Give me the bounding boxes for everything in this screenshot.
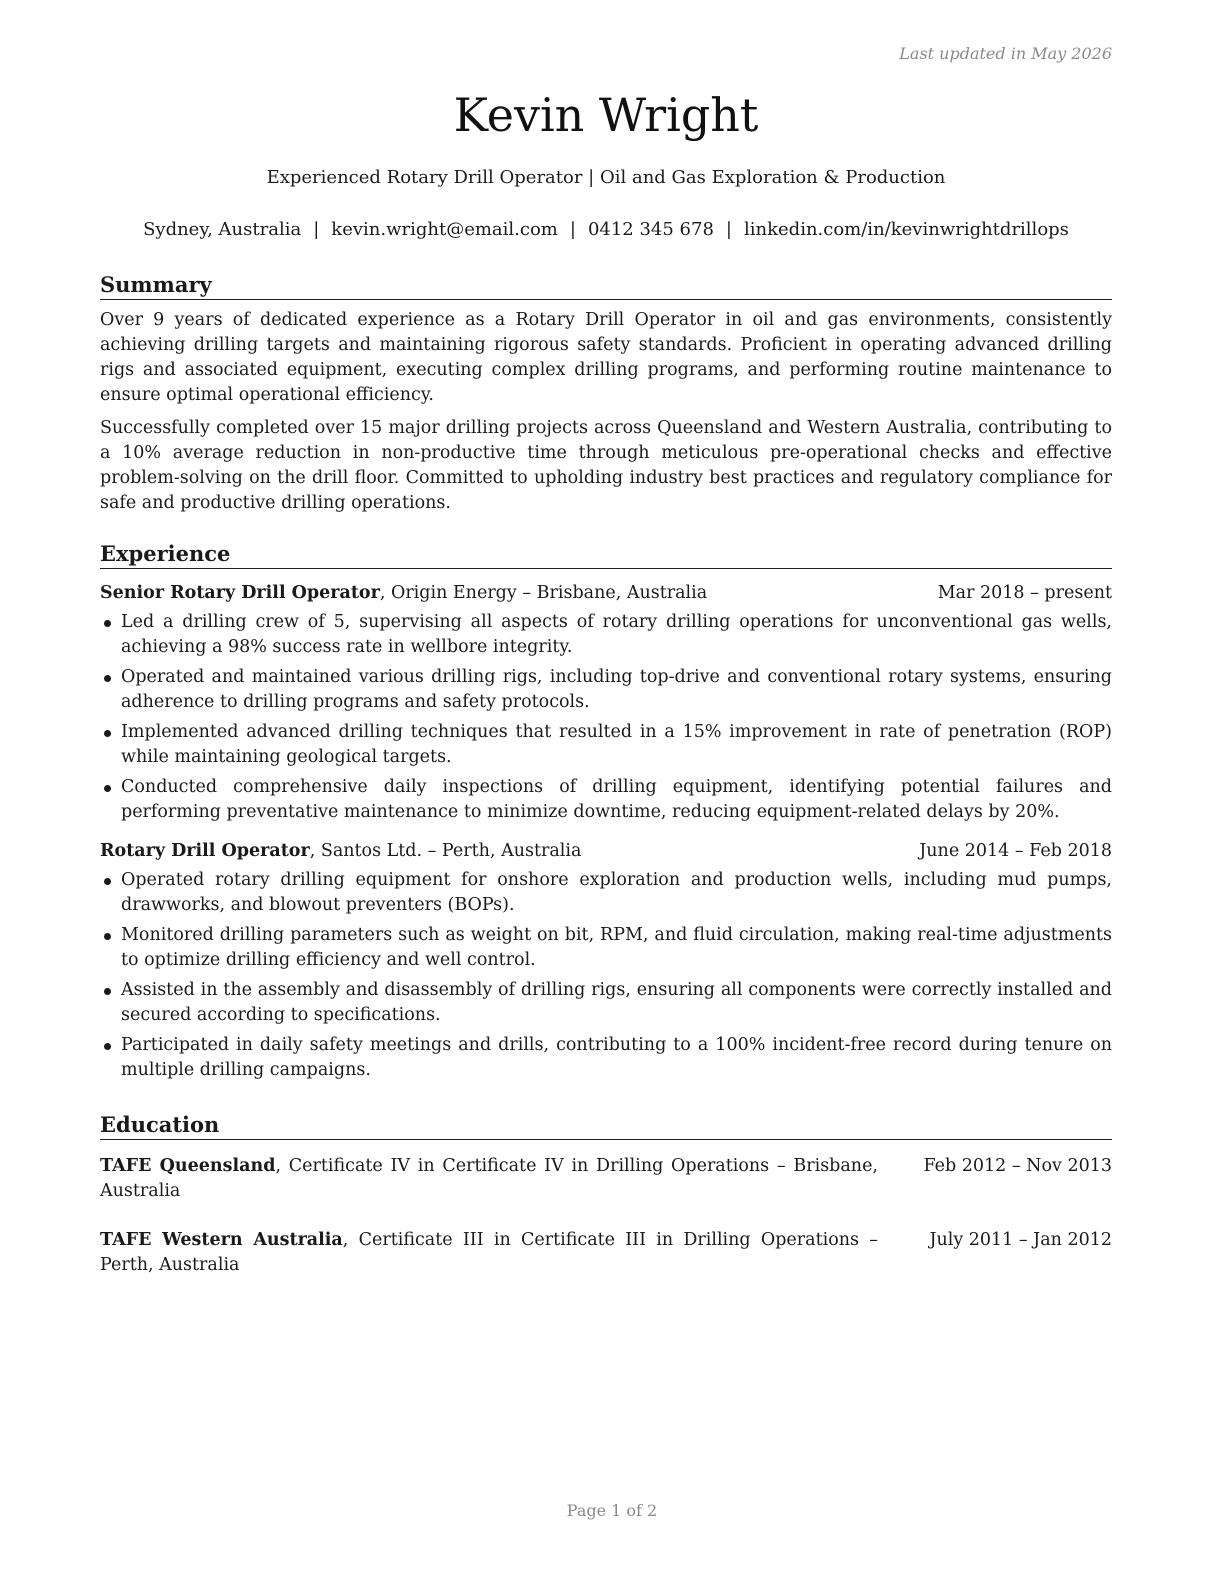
- page-number: Page 1 of 2: [566, 1501, 658, 1520]
- section-title-education: Education: [100, 1111, 1112, 1140]
- education-dates: Feb 2012 – Nov 2013: [923, 1156, 1112, 1176]
- job-company: , Origin Energy – Brisbane, Australia: [379, 583, 708, 603]
- job-company: , Santos Ltd. – Perth, Australia: [309, 841, 582, 861]
- candidate-name: Kevin Wright: [453, 88, 759, 142]
- contact-phone[interactable]: 0412 345 678: [587, 219, 714, 240]
- summary-paragraph: Successfully completed over 15 major drilling projects across Queensland and Western Australia, contributing to a 10% average reduction in non-productive time through meticulous pre-operational checks and effective problem-solving on the drill floor. Committed to upholding industry best practices and regulatory compliance for safe and productive drilling operations.: [100, 418, 1112, 513]
- section-title-summary: Summary: [100, 271, 1112, 300]
- education-section: [100, 1111, 1112, 1278]
- job-bullets: [100, 610, 1112, 825]
- job-dates: June 2014 – Feb 2018: [919, 841, 1112, 861]
- summary-section: [100, 271, 1112, 516]
- education-program: , Certificate III in Certificate III in Drilling Operations – Perth, Australia: [100, 1230, 878, 1275]
- job-bullet: Led a drilling crew of 5, supervising all aspects of rotary drilling operations for unconventional gas wells, achieving a 98% success rate in wellbore integrity.: [100, 610, 1112, 660]
- contact-email[interactable]: kevin.wright@email.com: [331, 219, 558, 240]
- summary-paragraph: Over 9 years of dedicated experience as a Rotary Drill Operator in oil and gas environments, consistently achieving drilling targets and maintaining rigorous safety standards. Proficient in operating advanced drilling rigs and associated equipment, executing complex drilling programs, and performing routine maintenance to ensure optimal operational efficiency.: [100, 310, 1112, 405]
- job-bullet: Assisted in the assembly and disassembly of drilling rigs, ensuring all components were correctly installed and secured according to specifications.: [100, 978, 1112, 1028]
- job-dates: Mar 2018 – present: [937, 583, 1112, 603]
- education-institution: TAFE Queensland: [100, 1156, 276, 1176]
- job-header: [100, 839, 1112, 864]
- job-role-company: [100, 581, 707, 606]
- education-details: [100, 1154, 878, 1204]
- job-bullet: Monitored drilling parameters such as weight on bit, RPM, and fluid circulation, making real-time adjustments to optimize drilling efficiency and well control.: [100, 923, 1112, 973]
- education-details: [100, 1228, 878, 1278]
- last-updated-note: Last updated in May 2026: [899, 44, 1112, 63]
- job-header: [100, 581, 1112, 606]
- job-entry: [100, 581, 1112, 825]
- education-entry: [100, 1154, 1112, 1204]
- contact-separator: |: [725, 219, 732, 240]
- resume-page: [100, 0, 1112, 1584]
- education-institution: TAFE Western Australia: [100, 1230, 343, 1250]
- headline: Experienced Rotary Drill Operator | Oil and Gas Exploration & Production: [266, 167, 946, 188]
- education-entry: [100, 1228, 1112, 1278]
- contact-line: [100, 219, 1112, 240]
- job-title: Rotary Drill Operator: [100, 841, 310, 861]
- job-bullet: Operated rotary drilling equipment for onshore exploration and production wells, including mud pumps, drawworks, and blowout preventers (BOPs).: [100, 868, 1112, 918]
- job-bullet: Operated and maintained various drilling rigs, including top-drive and conventional rotary systems, ensuring adherence to drilling programs and safety protocols.: [100, 665, 1112, 715]
- education-dates: July 2011 – Jan 2012: [929, 1230, 1112, 1250]
- contact-linkedin[interactable]: linkedin.com/in/kevinwrightdrillops: [744, 219, 1069, 240]
- contact-location: Sydney, Australia: [143, 219, 302, 240]
- job-bullet: Conducted comprehensive daily inspections of drilling equipment, identifying potential failures and performing preventative maintenance to minimize downtime, reducing equipment-related delays by 20%.: [100, 775, 1112, 825]
- job-role-company: [100, 839, 581, 864]
- contact-separator: |: [569, 219, 576, 240]
- job-entry: [100, 839, 1112, 1083]
- job-title: Senior Rotary Drill Operator: [100, 583, 380, 603]
- job-bullet: Participated in daily safety meetings and drills, contributing to a 100% incident-free record during tenure on multiple drilling campaigns.: [100, 1033, 1112, 1083]
- contact-separator: |: [313, 219, 320, 240]
- job-bullet: Implemented advanced drilling techniques that resulted in a 15% improvement in rate of penetration (ROP) while maintaining geological targets.: [100, 720, 1112, 770]
- experience-section: [100, 540, 1112, 1088]
- education-program: , Certificate IV in Certificate IV in Drilling Operations – Brisbane, Australia: [100, 1156, 879, 1201]
- section-title-experience: Experience: [100, 540, 1112, 569]
- job-bullets: [100, 868, 1112, 1083]
